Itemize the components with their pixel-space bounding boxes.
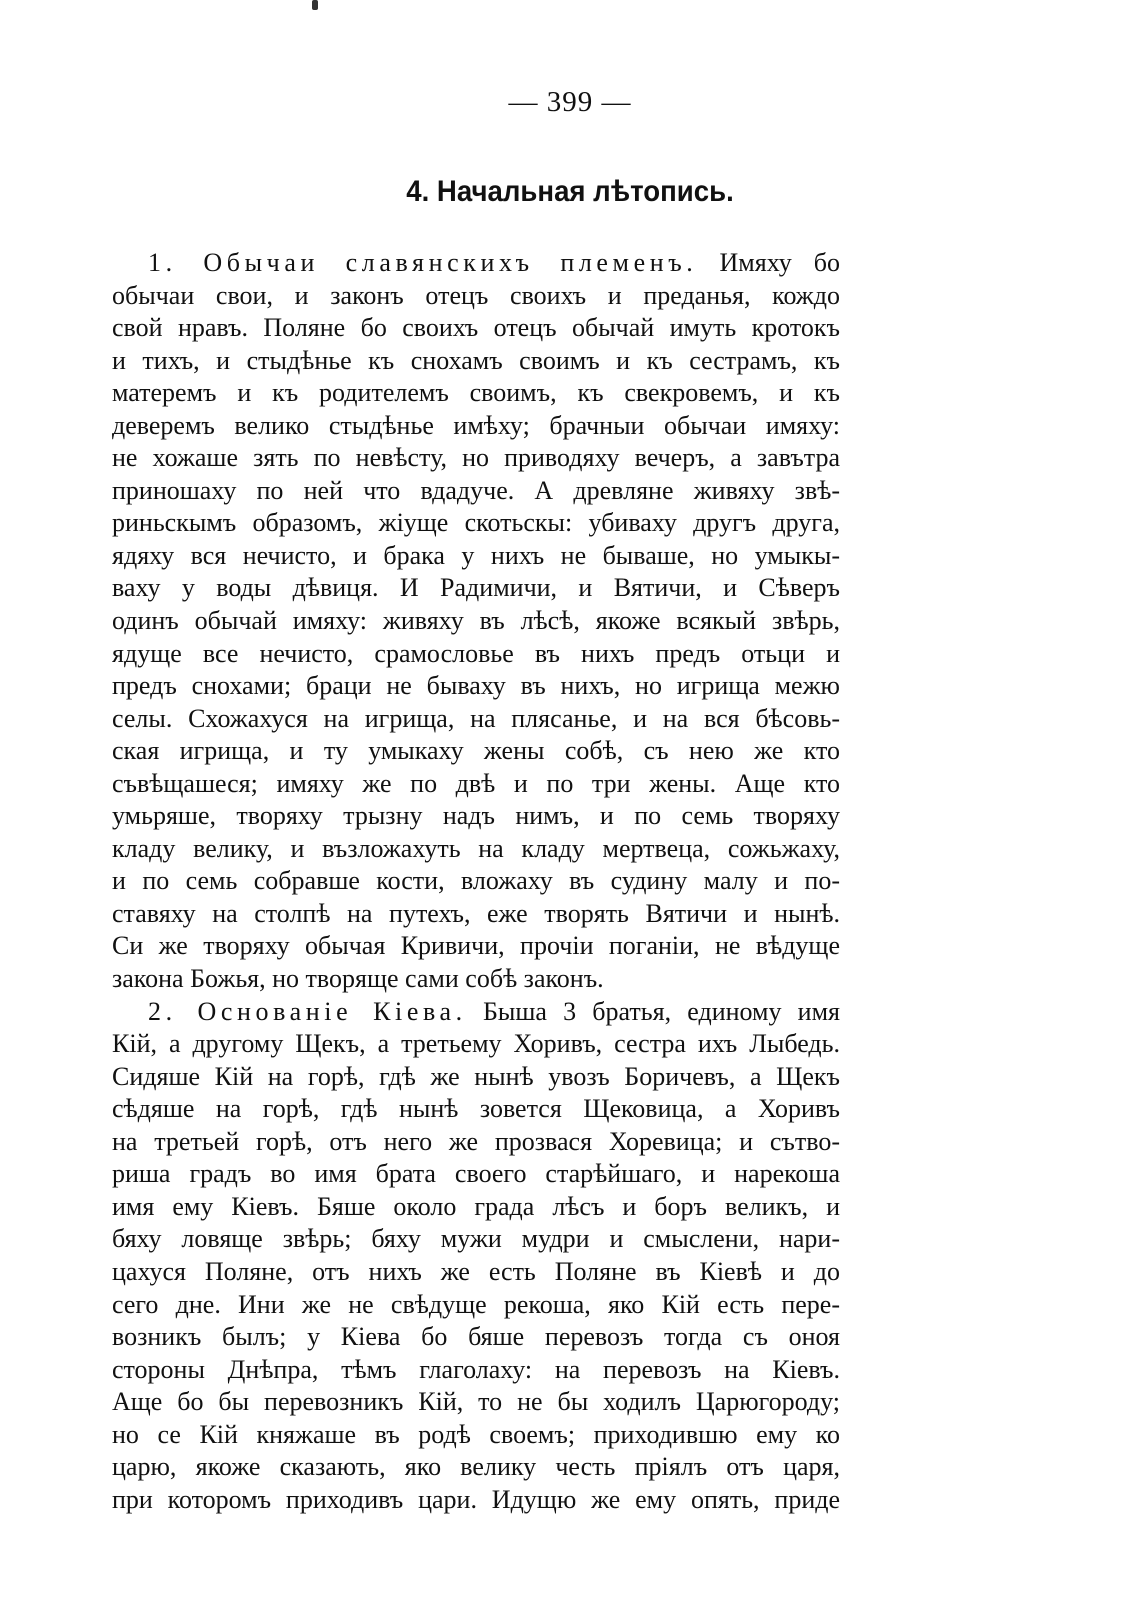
text-line: Сидяше Кій на горѣ, гдѣ же нынѣ увозъ Боричевъ, а Щекъ — [112, 1061, 840, 1091]
text-line: цахуся Поляне, отъ нихъ же есть Поляне въ Кіевѣ и до — [112, 1256, 840, 1286]
text-line: сѣдяше на горѣ, гдѣ нынѣ зовется Щековица, а Хоривъ — [112, 1094, 840, 1124]
text-line: и тихъ, и стыдѣнье къ снохамъ своимъ и къ сестрамъ, къ — [112, 345, 840, 375]
text-line: умьряше, творяху трызну надъ нимъ, и по семь творяху — [112, 801, 840, 831]
text-line: селы. Схожахуся на игрища, на плясанье, и на вся бѣсовь- — [112, 703, 840, 733]
text-line: на третьей горѣ, отъ него же прозвася Хоревица; и сътво- — [112, 1126, 840, 1156]
page-number: — 399 — — [508, 86, 632, 118]
text-line: съвѣщашеся; имяху же по двѣ и по три жены. Аще кто — [112, 768, 840, 798]
text-line: стороны Днѣпра, тѣмъ глаголаху: на перевозъ на Кіевъ. — [112, 1354, 840, 1384]
text-line: закона Божья, но творяще сами собѣ законъ. — [112, 964, 604, 994]
text-line: и по семь собравше кости, вложаху въ судину малу и по- — [112, 866, 840, 896]
text-line: возникъ былъ; у Кіева бо бяше перевозъ тогда съ оноя — [112, 1322, 840, 1352]
text-line: при которомъ приходивъ цари. Идущю же ему опять, приде — [112, 1484, 840, 1514]
text-line: риша градъ во имя брата своего старѣйшаго, и нарекоша — [112, 1159, 840, 1189]
text-fragment: Имяху бо — [719, 248, 841, 277]
text-line: бяху ловяще звѣрь; бяху мужи мудри и смыслени, нари- — [112, 1224, 840, 1254]
text-line: ваху у воды дѣвиця. И Радимичи, и Вятичи, и Сѣверъ — [112, 573, 840, 603]
text-line: обычаи свои, и законъ отецъ своихъ и преданья, кождо — [112, 280, 840, 310]
section-heading: 2. Основаніе Кіева. — [148, 996, 467, 1026]
text-line: имя ему Кіевъ. Бяше около града лѣсъ и боръ великъ, и — [112, 1191, 840, 1221]
section-heading: 1. Обычаи славянскихъ племенъ. — [148, 248, 698, 277]
body-text — [112, 247, 840, 1516]
chapter-title: 4. Начальная лѣтопись. — [406, 175, 734, 208]
text-line: приношаху по ней что вдадуче. А древляне живяху звѣ- — [112, 475, 840, 505]
text-fragment: Быша 3 братья, единому имя — [482, 996, 840, 1026]
text-line: риньскымъ образомъ, жіуще скотьскы: убиваху другъ друга, — [112, 508, 840, 538]
text-line: но се Кій княжаше въ родѣ своемъ; приходившю ему ко — [112, 1419, 840, 1449]
text-line — [112, 247, 840, 280]
text-line: не хожаше зять по невѣсту, но приводяху вечеръ, а завътра — [112, 443, 840, 473]
text-line: царю, якоже сказають, яко велику честь пріялъ отъ царя, — [112, 1452, 840, 1482]
text-line: матеремъ и къ родителемъ своимъ, къ свекровемъ, и къ — [112, 378, 840, 408]
text-line: одинъ обычай имяху: живяху въ лѣсѣ, якоже всякый звѣрь, — [112, 606, 840, 636]
text-line: Си же творяху обычая Кривичи, прочіи поганіи, не вѣдуще — [112, 931, 840, 961]
text-line: свой нравъ. Поляне бо своихъ отецъ обычай имуть кротокъ — [112, 313, 840, 343]
ink-speck — [312, 0, 318, 10]
text-line — [112, 996, 840, 1029]
text-line: деверемъ велико стыдѣнье имѣху; брачныи обычаи имяху: — [112, 410, 840, 440]
text-line: ядяху вся нечисто, и брака у нихъ не бываше, но умыкы- — [112, 540, 840, 570]
text-line: предъ снохами; браци не бываху въ нихъ, но игрища межю — [112, 671, 840, 701]
text-line: кладу велику, и възложахуть на кладу мертвеца, сожьжаху, — [112, 833, 840, 863]
text-line: сего дне. Ини же не свѣдуще рекоша, яко Кій есть пере- — [112, 1289, 840, 1319]
text-line: ставяху на столпѣ на путехъ, еже творять Вятичи и нынѣ. — [112, 898, 840, 928]
text-line: Кій, а другому Щекъ, а третьему Хоривъ, сестра ихъ Лыбедь. — [112, 1029, 840, 1059]
text-line: ядуще все нечисто, срамословье въ нихъ предъ отьци и — [112, 638, 840, 668]
text-line: Аще бо бы перевозникъ Кій, то не бы ходилъ Царюгороду; — [112, 1387, 840, 1417]
text-line: ская игрища, и ту умыкаху жены собѣ, съ нею же кто — [112, 736, 840, 766]
